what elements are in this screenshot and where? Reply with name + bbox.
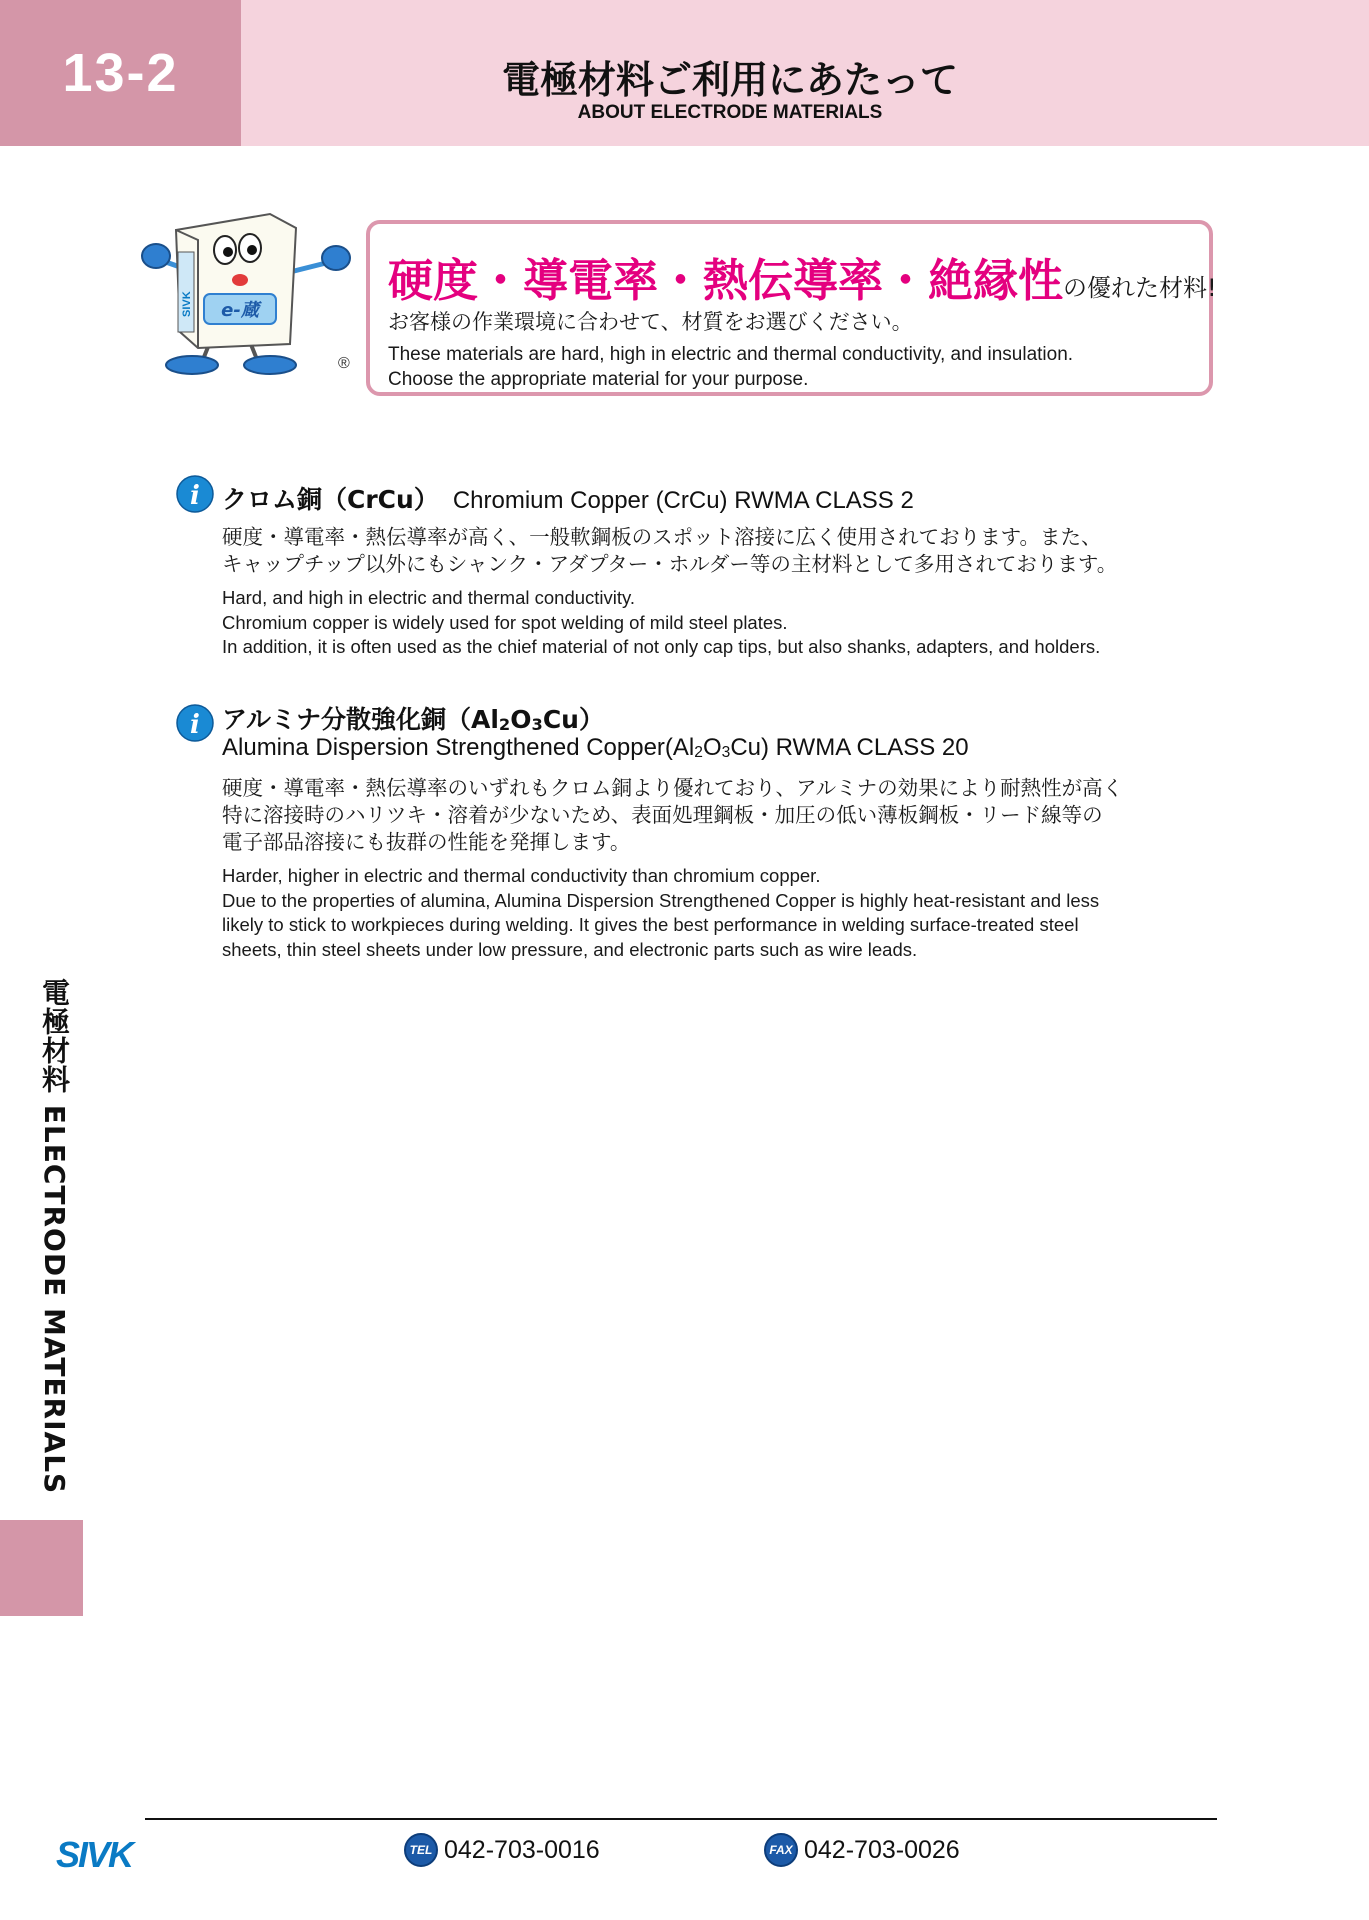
section-title-en-alumina-copper: Alumina Dispersion Strengthened $Copper(Al_2O_3Cu)$ RWMA CLASS 20 (222, 734, 969, 762)
svg-text:i: i (190, 481, 200, 511)
callout-english-text: These materials are hard, high in electric and thermal conductivity, and insulation. Choose the appropriate material for your purpose. (388, 344, 1074, 390)
intro-callout (366, 220, 1217, 396)
right-glove-icon (322, 246, 350, 270)
callout-headline-tail: の優れた材料! (1063, 274, 1217, 302)
section-number: 13-2 (0, 0, 241, 146)
section-body-jp-alumina-copper: 硬度・導電率・熱伝導率のいずれもクロム銅より優れており、アルミナの効果により耐熱性が高く 特に溶接時のハリツキ・溶着が少ないため、表面処理鋼板・加圧の低い薄板鋼板・リード線等の 電子部品溶接にも抜群の性能を発揮します。 (222, 776, 1124, 854)
side-tab-label: 電極材料 ELECTRODE MATERIALS (38, 978, 71, 1495)
info-icon (176, 704, 214, 742)
page-header (0, 0, 1369, 146)
section-title-alumina-copper: アルミナ分散強化銅$(Al_2O_3Cu)$ (222, 705, 604, 735)
page-title: 電極材料ご利用にあたって (501, 58, 958, 102)
page-subtitle: ABOUT ELECTRODE MATERIALS (577, 102, 883, 123)
section-body-en-alumina-copper: Harder, higher in electric and thermal conductivity than chromium copper. Due to the properties of alumina, Alumina Dispersion Strengthened Copper is highly heat-resistant and less likely to stick to workpieces during welding. It gives the best performance in welding surface-treated steel sheets, thin steel sheets under low pressure, and electronic parts such as wire leads. (222, 865, 1100, 960)
fax-icon: FAX (764, 1833, 798, 1867)
section-body-jp-chromium-copper: 硬度・導電率・熱伝導率が高く、一般軟鋼板のスポット溶接に広く使用されております。また、 キャップチップ以外にもシャンク・アダプター・ホルダー等の主材料として多用されております。 (222, 525, 1118, 576)
footer-divider (145, 1818, 1217, 1820)
left-shoe-icon (166, 356, 218, 374)
svg-text:SIVK: SIVK (181, 291, 193, 317)
right-shoe-icon (244, 356, 296, 374)
mascot-illustration (140, 212, 370, 377)
info-icon (176, 475, 214, 513)
section-title-chromium-copper: クロム銅（CrCu） Chromium Copper (CrCu) RWMA CLASS 2 (222, 485, 914, 514)
callout-headline (388, 244, 1217, 309)
svg-text:e-蔵: e-蔵 (221, 300, 259, 321)
callout-headline-keywords: 硬度・導電率・熱伝導率・絶縁性 (388, 254, 1064, 307)
footer-tel (404, 1833, 600, 1867)
callout-subtitle: お客様の作業環境に合わせて、材質をお選びください。 (388, 310, 913, 334)
fax-number: 042-703-0026 (804, 1835, 960, 1864)
left-glove-icon (142, 244, 170, 268)
section-body-en-chromium-copper: Hard, and high in electric and thermal conductivity. Chromium copper is widely used for spot welding of mild steel plates. In addition, it is often used as the chief material of not only cap tips, but also shanks, adapters, and holders. (222, 587, 1101, 657)
company-logo: SIVK (56, 1834, 133, 1875)
tel-number: 042-703-0016 (444, 1835, 600, 1864)
footer-fax (764, 1833, 960, 1867)
svg-text:®: ® (338, 355, 350, 372)
tel-icon: TEL (404, 1833, 438, 1867)
svg-text:i: i (190, 710, 200, 740)
side-tab-marker (0, 1520, 83, 1616)
